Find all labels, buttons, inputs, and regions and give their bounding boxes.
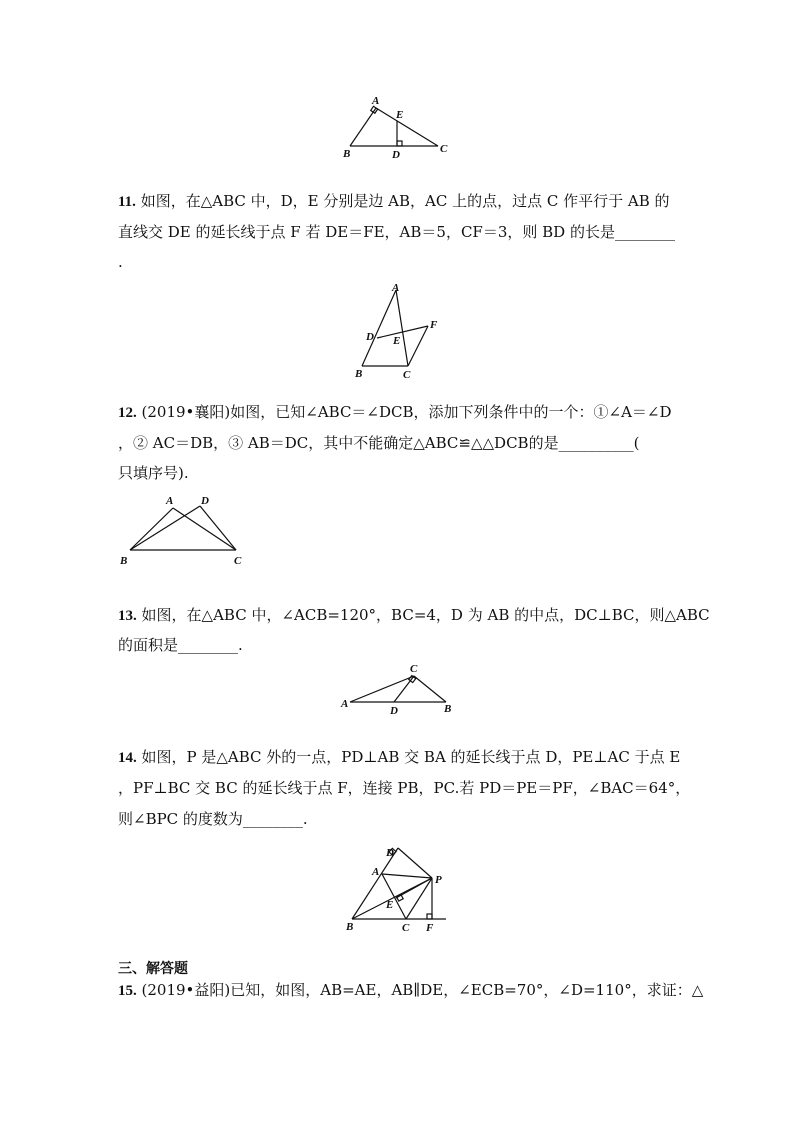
q14-line-1 <box>118 747 680 768</box>
q13-line-2 <box>118 635 243 655</box>
q11-label-f: F <box>430 319 438 331</box>
q12-figure <box>116 490 252 572</box>
q11-label-c: C <box>403 369 411 381</box>
q14-label-d: D <box>386 847 394 859</box>
q14-text-3: 则∠BPC 的度数为________. <box>118 810 308 828</box>
q12-label-a: A <box>166 495 174 507</box>
q11-number: 11. <box>118 194 136 210</box>
q14-number: 14. <box>118 750 137 766</box>
q10-side-ac <box>376 108 438 146</box>
q11-line-2 <box>118 222 675 242</box>
q15-text-1: (2019•益阳)已知，如图，AB=AE，AB∥DE，∠ECB=70°，∠D=110°，求证：△ <box>141 981 704 999</box>
q11-text-1: 如图，在△ABC 中，D，E 分别是边 AB，AC 上的点，过点 C 作平行于 AB 的 <box>140 192 670 210</box>
q12-label-d: D <box>201 495 209 507</box>
q11-text-2: 直线交 DE 的延长线于点 F 若 DE＝FE，AB＝5，CF＝3，则 BD 的长是________ <box>118 223 675 241</box>
q11-diagram <box>350 280 450 382</box>
q11-line-3 <box>118 252 123 272</box>
q12-text-2: ，② AC＝DB，③ AB＝DC，其中不能确定△ABC≌△△DCB的是__________( <box>118 434 640 452</box>
q11-text-3: . <box>118 253 123 271</box>
q14-segment-ap <box>382 874 432 878</box>
q13-label-b: B <box>444 703 452 715</box>
q10-diagram <box>340 92 460 162</box>
q14-line-3 <box>118 809 308 829</box>
q12-text-1: (2019•襄阳)如图，已知∠ABC＝∠DCB，添加下列条件中的一个：①∠A＝∠D <box>141 403 672 421</box>
q14-diagram <box>340 840 454 936</box>
q14-label-a: A <box>372 866 380 878</box>
q13-line-1 <box>118 605 710 626</box>
q13-number: 13. <box>118 608 137 624</box>
q13-text-2: 的面积是________. <box>118 636 243 654</box>
q13-figure <box>338 660 462 718</box>
q10-label-c: C <box>440 143 448 155</box>
q12-line-2 <box>118 433 639 453</box>
q15-line-1 <box>118 980 703 1001</box>
q14-label-e: E <box>386 899 394 911</box>
q12-line-1 <box>118 402 672 423</box>
q15-number: 15. <box>118 983 137 999</box>
q11-label-d: D <box>366 331 374 343</box>
q12-label-c: C <box>234 555 242 567</box>
q14-text-1: 如图，P 是△ABC 外的一点，PD⊥AB 交 BA 的延长线于点 D，PE⊥AC 于点 E <box>141 748 681 766</box>
q14-label-f: F <box>426 922 434 934</box>
q11-side-ac <box>396 290 408 366</box>
q10-label-b: B <box>343 148 351 160</box>
q10-label-e: E <box>396 109 404 121</box>
q12-side-bd <box>130 506 200 550</box>
q12-text-3: 只填序号). <box>118 464 189 482</box>
q11-line-1 <box>118 191 670 212</box>
section-heading: 三、解答题 <box>118 961 188 977</box>
q14-label-b: B <box>346 921 354 933</box>
q14-line-2 <box>118 778 690 798</box>
q10-label-d: D <box>392 149 400 161</box>
q12-side-dc <box>200 506 236 550</box>
q11-figure <box>350 280 450 382</box>
q13-label-a: A <box>341 698 349 710</box>
q11-label-b: B <box>355 368 363 380</box>
q11-label-e: E <box>393 335 401 347</box>
q13-side-cb <box>414 676 446 702</box>
q12-side-ba <box>130 508 173 550</box>
q14-label-c: C <box>402 922 410 934</box>
q11-label-a: A <box>392 282 400 294</box>
q14-figure <box>340 840 454 936</box>
q13-label-c: C <box>410 663 418 675</box>
q13-text-1: 如图，在△ABC 中，∠ACB=120°，BC=4，D 为 AB 的中点，DC⊥BC，则△ABC <box>141 606 710 624</box>
q11-side-ab <box>362 290 396 366</box>
q10-side-ab <box>350 108 376 146</box>
q10-right-angle-d <box>397 141 402 146</box>
q14-label-p: P <box>435 874 442 886</box>
q12-number: 12. <box>118 405 137 421</box>
q14-segment-dp <box>398 848 432 878</box>
q12-diagram <box>116 490 252 572</box>
q13-label-d: D <box>390 705 398 717</box>
q11-segment-cf <box>408 326 428 366</box>
q10-label-a: A <box>372 95 380 107</box>
q14-right-angle-f <box>427 914 432 919</box>
q14-text-2: ，PF⊥BC 交 BC 的延长线于点 F，连接 PB，PC.若 PD＝PE＝PF，∠BAC＝64°， <box>118 779 691 797</box>
q12-line-3 <box>118 463 189 483</box>
q10-figure <box>340 92 460 162</box>
q12-side-ac <box>173 508 236 550</box>
q13-diagram <box>338 660 462 718</box>
q12-label-b: B <box>120 555 128 567</box>
